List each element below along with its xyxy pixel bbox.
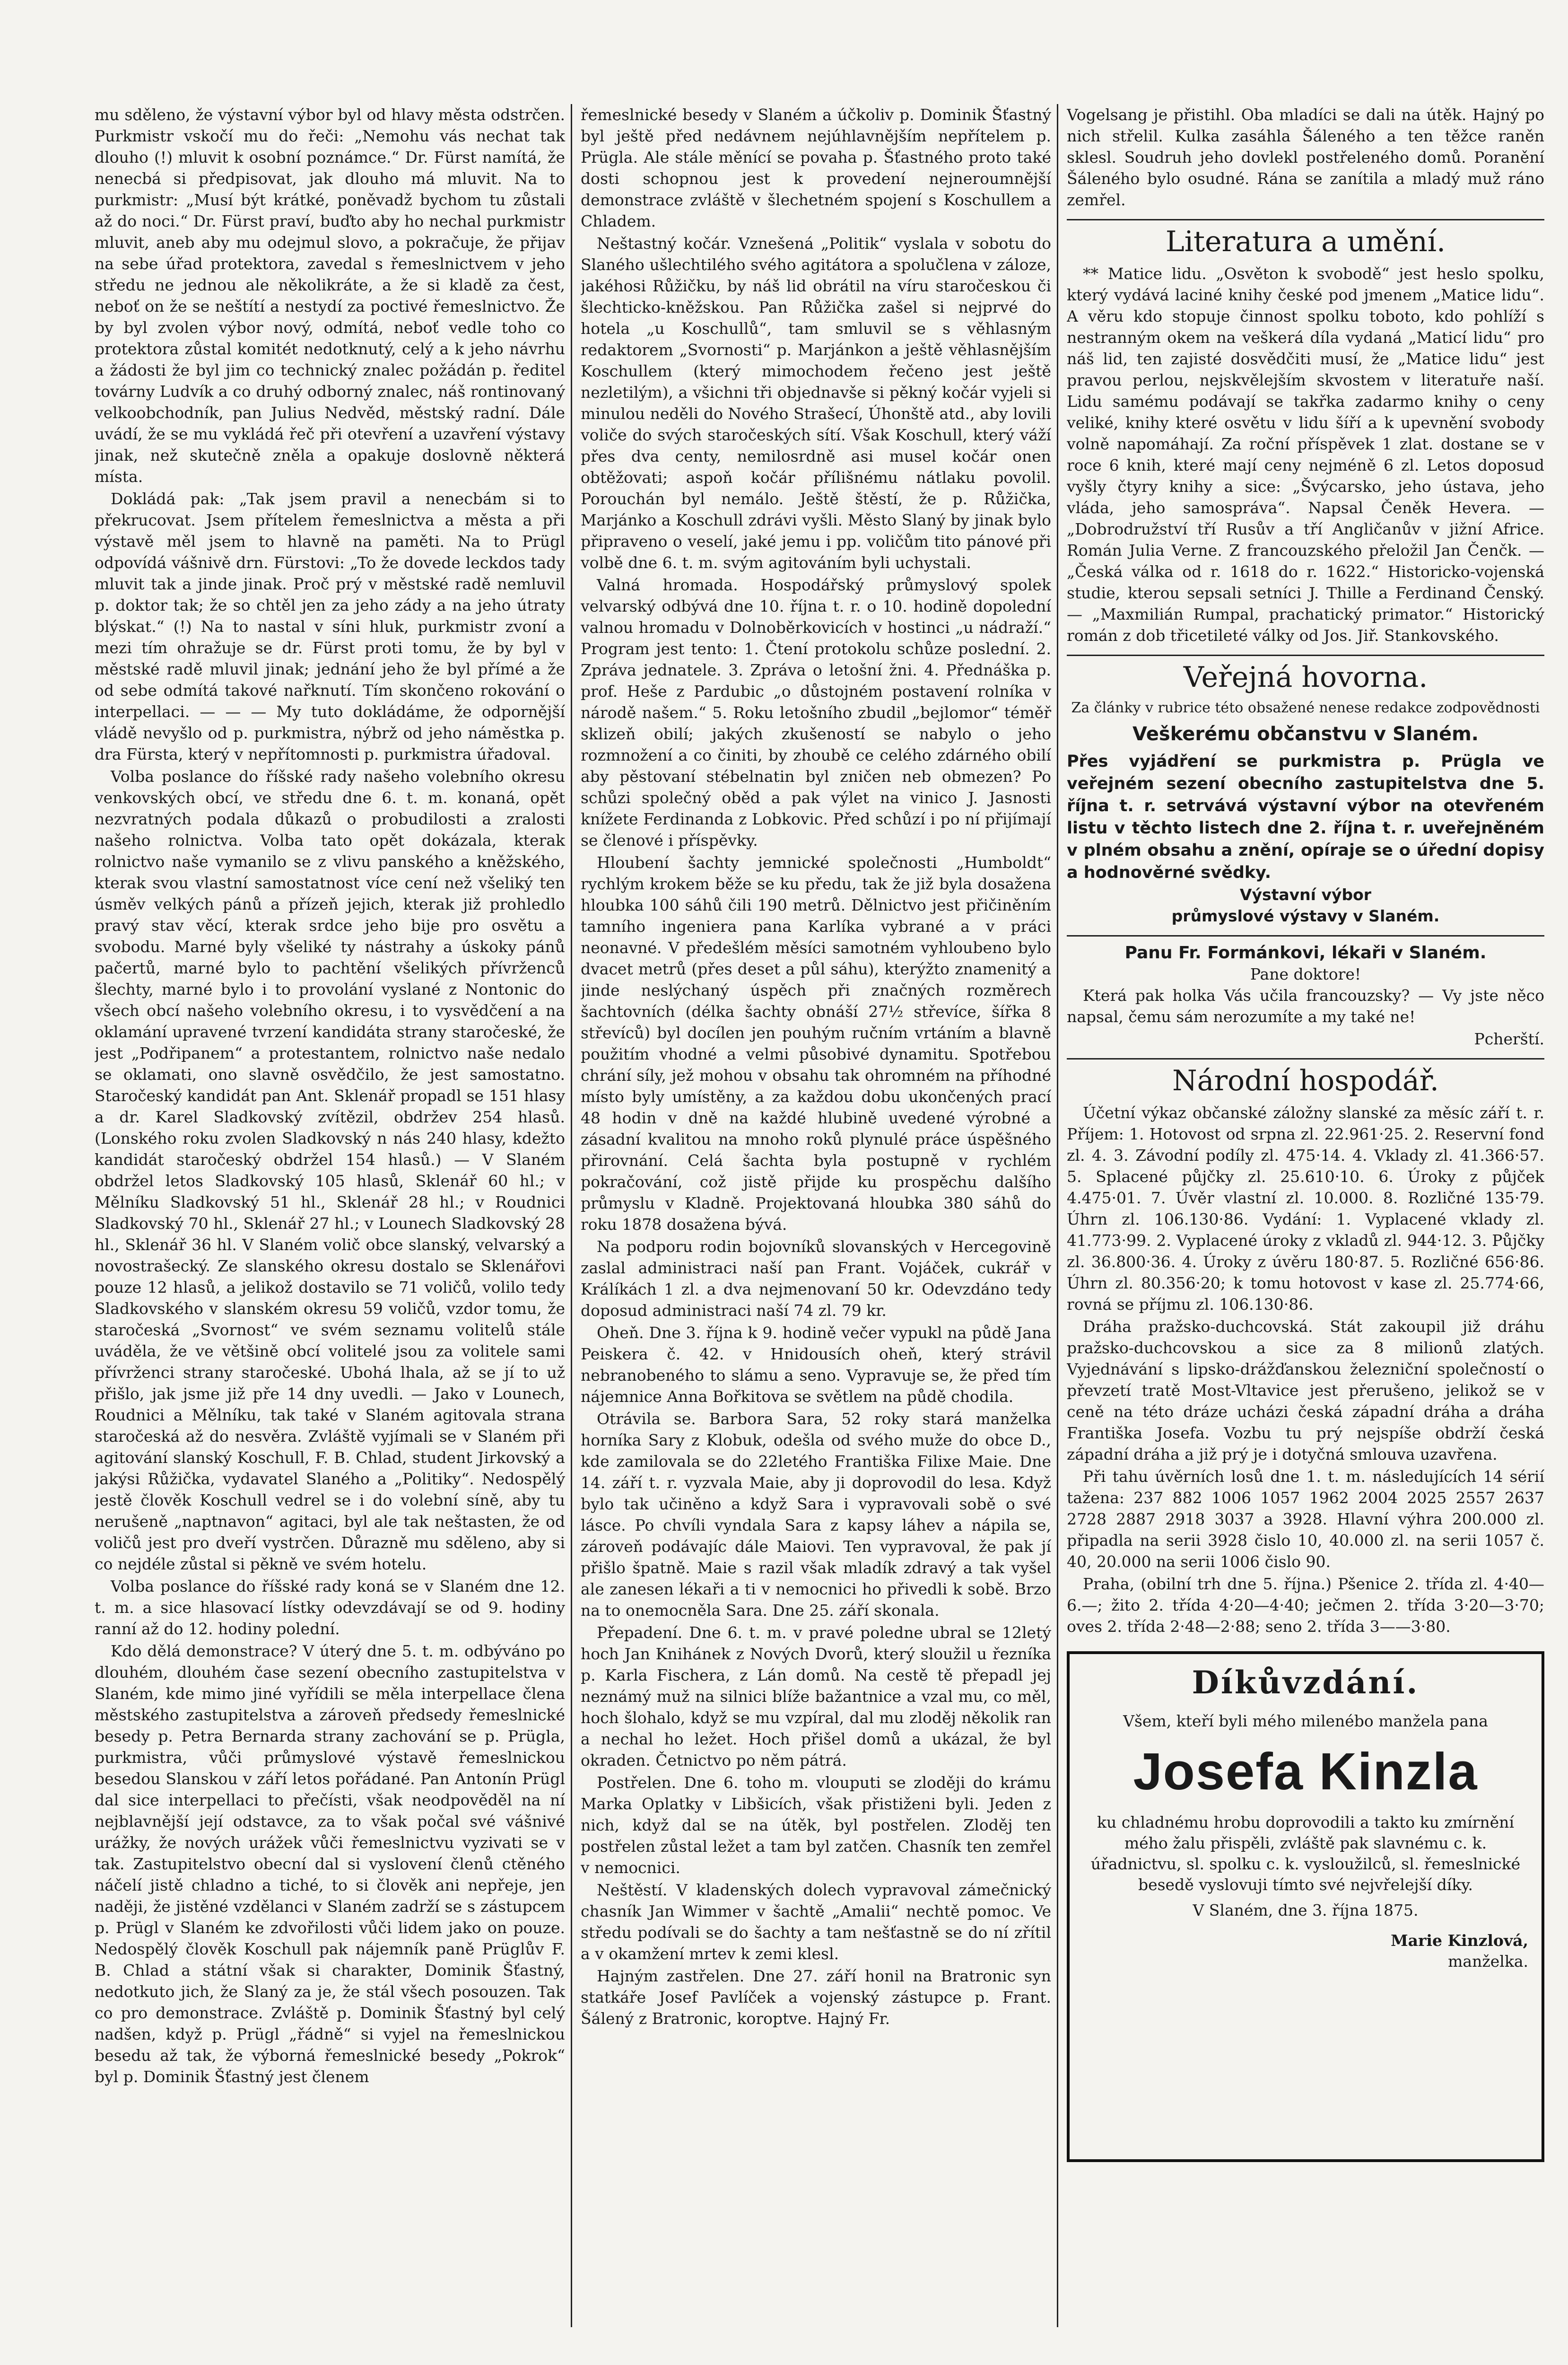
thanks-notice (1067, 1651, 1544, 2162)
article-carriage: Neštastný kočár. Vznešená „Politik“ vyslala v sobotu do Slaného ušlechtilého svého agitátora a spolučlena v záloze, jakéhosi Růžičku, by náš lid obrátil na víru staročeskou či šlechticko-kněžskou. Pan Růžička zašel si nejprvé do hotela „u Koschullů“, tam smluvil se s věhlasným redaktorem „Svornosti“ p. Marjánkon a ještě věhlasnějším Koschullem (který mimochodem řečeno jest ještě nezletilým), a všichni tři objednavše si pěkný kočár vyjeli si minulou neděli do Nového Strašecí, Úhonště atd., aby lovili voliče do svých staročeských sítí. Však Koschull, který váží přes dva centy, nemilosrdně asi musel kočár onen obtěžovati; aspoň kočár přílišnému nátlaku povolil. Porouchán byl nemálo. Ještě štěstí, že p. Růžička, Marjánko a Koschull zdrávi vyšli. Město Slaný by jinak bylo připraveno o veselí, jaké jemu i pp. voličům tito pánové při volbě dne 6. t. m. svým agitováním byli uchystali. (581, 234, 1051, 572)
letter-title: Panu Fr. Formánkovi, lékaři v Slaném. (1067, 935, 1544, 964)
notice-signature: Výstavní výbor (1239, 885, 1372, 904)
economy-railway: Dráha pražsko-duchcovská. Stát zakoupil již dráhu pražsko-duchcovskou a sice za 8 milionů zlatých. Vyjednávání s lipsko-drážďanskou železniční společností o převzetí tratě Most-Vltavice jest přerušeno, jelikož se v ceně na této dráze ucházi česká západní dráha a dráha Františka Josefa. Vozbu tu prý nejspíše obdrží česká západní dráha a již prý je i dotyčná smlouva uzavřena. (1067, 1317, 1544, 1463)
article-support: Na podporu rodin bojovníků slovanských v Hercegovině zaslal administraci naší pan Frant. Vojáček, cukrář v Králíkách 1 zl. a dva nejmenovaní 50 kr. Odevzdáno tedy doposud administraci naší 74 zl. 79 kr. (581, 1237, 1051, 1320)
article-continuation: řemeslnické besedy v Slaném a účkoliv p. Dominik Šťastný byl ještě před nedávnem nejúhlavnějším nepřítelem p. Prügla. Ale stále měnící se povaha p. Šťastného proto také dosti schopnou jest k provedení nejneroumnější demonstrace zvláště v šlechetném spojení s Koschullem a Chladem. (581, 105, 1051, 230)
article-assembly: Valná hromada. Hospodářský průmyslový spolek velvarský odbývá dne 10. října t. r. o 10. hodině dopolední valnou hromadu v Dolnoběrkovicích v hostinci „u nádraží.“ Program jest tento: 1. Čtení protokolu schůze poslední. 2. Zpráva jednatele. 3. Zpráva o letošní žni. 4. Přednáška p. prof. Heše z Pardubic „o důstojném postavení rolníka v národě našem.“ 5. Roku letošního zbudil „bejlomor“ téměř sklizeň obilí; jakých zkušeností se nabylo o jeho rozmnožení a co činiti, by zhoubě ce celého zdárného obilí aby pěstovaní stébelnatin byl zničen neb obmezen? Po schůzi společný oběd a pak výlet na vinico J. Jasnosti knížete Ferdinanda z Lobkovic. Před schůzí i po ní přijímají se členové i příspěvky. (581, 576, 1051, 850)
thanks-place-date: V Slaném, dne 3. října 1875. (1193, 1901, 1419, 1919)
economy-lottery: Při tahu úvěrních losů dne 1. t. m. následujících 14 sérií tažena: 237 882 1006 1057 1962 2004 2025 2557 2637 2728 2887 2918 3037 a 3928. Hlavní výhra 200.000 zl. připadla na serii 3928 čislo 10, 40.000 zl. na serii 1057 č. 40, 20.000 na serii 1006 čislo 90. (1067, 1467, 1544, 1571)
thanks-body: ku chladnému hrobu doprovodili a takto ku zmírnění mého žalu přispěli, zvláště pak slavnému c. k. úřadnictvu, sl. spolku c. k. vysloužilců, sl. řemeslnické besedě vyslovuji tímto své nejvřelejší díky. (1090, 1813, 1521, 1894)
article-mine-shaft: Hloubení šachty jemnické společnosti „Humboldt“ rychlým krokem běže se ku předu, tak že již byla dosažena hloubka 100 sáhů čili 190 metrů. Dělnictvo jest přičiněním tamního ingeniera pana Karlíka vybrané a v práci neonavné. V předešlém měsíci samotném vyhloubeno bylo dvacet metrů (přes deset a půl sáhu), kterýžto znamenitý a jinde neslýchaný úspěch při značných rozměrech šachtovních (délka šachty obnáší 27½ střevíce, šířka 8 střevíců) byl docílen jen pouhým ručním vrtáním a blavně použitím vhodné a velmi působivé dynamitu. Spotřebou chrání síly, jež mohou v obsahu tak ohromném na příhodné místo byly umístěny, a za každou dobu ukončených prací 48 hodin v dně na každé hlubině uvedené výrobné a zásadní kvalitou na mnoho roků plynulé práce úspěšného přirovnání. Celá šachta byla postupně v rychlém pokračování, což jistě přijde ku prospěchu dalšího průmyslu v Kladně. Projektovaná hloubka 380 sáhů do roku 1878 dosažena bývá. (581, 853, 1051, 1234)
columns (95, 104, 1544, 2327)
column-2 (581, 104, 1058, 2327)
thanks-title: Díkůvzdání. (1192, 1664, 1420, 1701)
letter-signature: Pcherští. (1474, 1030, 1544, 1048)
notice-body: Přes vyjádření se purkmistra p. Prügla ve veřejném sezení obecního zastupitelstva dne 5. října t. r. setrvává výstavní výbor na otevřeném listu v těchto listech dne 2. října t. r. uveřejněném v plném obsahu a znění, opíraje se o úřední dopisy a hodnověrné svědky. (1067, 752, 1544, 882)
article-shot: Postřelen. Dne 6. toho m. vlouputi se zloději do krámu Marka Oplatky v Libšicích, však přistiženi byli. Jeden z nich, když dal se na útěk, byl postřelen. Zloděj ten postřelen zůstal ležet a tam byl zatčen. Chasník ten zemřel v nemocnici. (581, 1773, 1051, 1877)
thanks-signature: Marie Kinzlová, (1391, 1931, 1528, 1950)
article-gamekeeper: Hajným zastřelen. Dne 27. září honil na Bratronic syn statkáře Josef Pavlíček a vojenský zástupce p. Frant. Šálený z Bratronic, koroptve. Hajný Fr. (581, 1967, 1051, 2028)
notice-title: Veškerému občanstvu v Slaném. (1132, 723, 1479, 745)
article-demonstrations: Kdo dělá demonstrace? V úterý dne 5. t. m. odbýváno po dlouhém, dlouhém čase sezení obecního zastupitelstva v Slaném, kde mimo jiné vyřídili se měla interpellace člena městského zastupitelstva a zároveň předsedy řemeslnické besedy p. Petra Bernarda strany zachování se p. Prügla, purkmistra, vůči průmyslové výstavě řemeslnickou besedou Slanskou v září letos pořádané. Pan Antonín Prügl dal sice interpellaci to přečísti, však neodpověděl na ní nejblavnější její odstavce, za to však počal své vášnivé urážky, že nových urážek vůči řemeslnictvu vyzivati se v tak. Zastupitelstvo obecní dal si vyslovení členů ctěného náčelí jistě chladno a tiché, to si člověk ani nepřeje, jen naději, že jistěné vzdělanci v Slaném zadrží se s zástupcem p. Prügl v Slaném ke zdvořilosti vůči lidem jako on pouze. Nedospělý člověk Koschull pak nájemník paně Prüglův F. B. Chlad a státní však si charakter, Dominik Šťastný, nedotkuto jich, že Slaný za je, že stál všech posouzen. Tak co pro demonstrace. Zvláště p. Dominik Šťastný byl celý nadšen, když p. Prügl „řádně“ si vyjel na řemeslnickou besedu až tak, že výborná řemeslnické besedy „Pokrok“ byl p. Dominik Šťastný jest členem (95, 1642, 565, 2086)
economy-heading: Národní hospodář. (1067, 1058, 1544, 1098)
article-continuation: Vogelsang je přistihl. Oba mladíci se dali na útěk. Hajný po nich střelil. Kulka zasáhla Šáleného a ten těžce raněn sklesl. Soudruh jeho dovlekl postřeleného domů. Poranění Šáleného bylo osudné. Rána se zanítila a mladý muž ráno zemřel. (1067, 105, 1544, 209)
thanks-intro: Všem, kteří byli mého milenébo manžela pana (1123, 1712, 1488, 1730)
letter-body: Která pak holka Vás učila francouzsky? — Vy jste něco napsal, čemu sám nerozumíte a my také ne! (1067, 986, 1544, 1026)
letter-salutation: Pane doktore! (1250, 965, 1361, 983)
article-accident: Neštěstí. V kladenských dolech vypravoval zámečnický chasník Jan Wimmer v šachtě „Amalii“ nechtě pomoc. Ve středu podívali se do šachty a tam nešťastně se do ní zřítil a v okamžení mrtev k zemi klesl. (581, 1881, 1051, 1963)
public-forum-heading: Veřejná hovorna. (1067, 655, 1544, 695)
thanks-signature-role: manželka. (1448, 1952, 1528, 1971)
literature-paragraph: ** Matice lidu. „Osvěton k svobodě“ jest heslo spolku, který vydává laciné knihy české pod jmenem „Matice lidu“. A věru kdo stopuje činnost spolku toboto, kdo pohlíží s nestranným okem na veškerá díla vydaná „Maticí lidu“ pro náš lid, ten zajisté dosvědčiti musí, že „Matice lidu“ jest pravou perlou, nejskvělejším skvostem v literatuře naší. Lidu samému podávají se takřka zadarmo knihy o ceny veliké, knihy které osvětu v lidu šíří a k upevnění svobody volně napomáhají. Za roční příspěvek 1 zlat. dostane se v roce 6 knih, které mají ceny nejméně 6 zl. Letos doposud vyšly čtyry knihy a sice: „Švýcarsko, jeho ústava, jeho vláda, jeho samospráva“. Napsal Čeněk Hevera. — „Dobrodružství tří Rusův a tří Angličanův v jižní Africe. Román Julia Verne. Z francouzského přeložil Jan Čenčk. — „Česká válka od r. 1618 do r. 1622.“ Historicko-vojenská studie, kterou sepsali setníci J. Thille a Ferdinand Čenský. — „Maxmilián Rumpal, prachatický primator.“ Historický román z dob třicetileté války od Jos. Jiř. Stankovského. (1067, 264, 1544, 645)
economy-savings-report: Účetní výkaz občanské záložny slanské za měsíc září t. r. Příjem: 1. Hotovost od srpna zl. 22.961·25. 2. Reservní fond zl. 4. 3. Závodní podíly zl. 475·14. 4. Vklady zl. 41.366·57. 5. Splacené půjčky zl. 25.610·10. 6. Úroky z půjček 4.475·01. 7. Úvěr vlastní zl. 10.000. 8. Rozličné 135·79. Úhrn zl. 106.130·86. Vydání: 1. Vyplacené vklady zl. 41.773·99. 2. Vyplacené úroky z vkladů zl. 944·12. 3. Půjčky zl. 36.800·36. 4. Úroky z úvěru 180·87. 5. Rozličné 656·86. Úhrn zl. 80.356·20; k tomu hotovost v kase zl. 25.774·66, rovná se příjmu zl. 106.130·86. (1067, 1104, 1544, 1314)
article-continuation: mu sděleno, že výstavní výbor byl od hlavy města odstrčen. Purkmistr vskočí mu do řeči: „Nemohu vás nechat tak dlouho (!) mluvit k osobní poznámce.“ Dr. Fürst namítá, že nenecbá si předpisovat, jak dlouho má mluvit. Na to purkmistr: „Musí být krátké, poněvadž bychom tu zůstali až do noci.“ Dr. Fürst praví, buďto aby ho nechal purkmistr mluvit, aneb aby mu odejmul slovo, a pokračuje, že přijav na sebe úřad protektora, zavedal s řemeslnictvem v jeho středu ne jednou ale několikráte, a že si kladě za čest, neboť on že se neštítí a nestydí za poctivé řemeslnictvo. Že by byl zvolen výbor nový, odmítá, neboť vedle toho co protektora zůstal komitét nedotknutý, celý a k jeho návrhu a žádosti že byl jim co technický znalec požádán p. ředitel továrny Ludvík a co druhý odborný znalec, náš rontinovaný velkoobchodník, pan Julius Nedvěd, městský radní. Dále uvádí, že se mu vykládá řeč při otevření a uzavření výstavy jinak, než skutečně zněla a opakuje doslovně některá místa. (95, 105, 565, 486)
column-1 (95, 104, 572, 2327)
thanks-deceased-name: Josefa Kinzla (1133, 1743, 1478, 1801)
article-paragraph: Dokládá pak: „Tak jsem pravil a nenecbám si to překrucovat. Jsem přítelem řemeslnictva a města a při výstavě měl jsem to hlavně na paměti. Na to Prügl odpovídá vášnivě drn. Fürstovi: „To že dovede leckdos tady mluvit tak a jinde jinak. Proč prý v městské radě nemluvil p. doktor tak; že so chtěl jen za jeho zády a na jeho útraty blýskat.“ (!) Na to nastal v síni hluk, purkmistr zvoní a mezi tím ohražuje se dr. Fürst proti tomu, že by byl v městské radě mluvil jinak; jednání jeho že byl přímé a že od sebe odmítá takové nařknutí. Tím skončeno rokování o interpellaci. — — — My tuto dokládáme, že odpornější vládě nevyšlo od p. purkmistra, nýbrž od jeho náměstka p. dra Fürsta, který v nepřítomnosti p. purkmistra úřadoval. (95, 490, 565, 763)
article-assault: Přepadení. Dne 6. t. m. v pravé poledne ubral se 12letý hoch Jan Knihánek z Nových Dvorů, který sloužil u řezníka p. Karla Fischera, z Lán domů. Na cestě tě přepadl jej neznámý muž na silnici blíže bažantnice a vzal mu, co měl, hoch šlohalo, když se mu vzpíral, dal mu zloděj několik ran a nechal ho ležet. Hoch přišel domů a ukázal, že byl okraden. Četnictvo po něm pátrá. (581, 1623, 1051, 1769)
literature-heading: Literatura a umění. (1067, 219, 1544, 259)
article-election-date: Volba poslance do říšské rady koná se v Slaném dne 12. t. m. a sice hlasovací lístky odevzdávají se od 9. hodiny ranní až do 12. hodiny polední. (95, 1577, 565, 1638)
economy-grain-market: Praha, (obilní trh dne 5. října.) Pšenice 2. třída zl. 4·40—6.—; žito 2. třída 4·20—4·40; ječmen 2. třída 3·20—3·70; oves 2. třída 2·48—2·88; seno 2. třída 3——3·80. (1067, 1575, 1544, 1636)
column-3 (1067, 104, 1544, 2327)
editorial-note: Za články v rubrice této obsažené nenese redakce zodpovědnosti (1071, 700, 1540, 716)
article-fire: Oheň. Dne 3. října k 9. hodině večer vypukl na půdě Jana Peiskera č. 42. v Hnidousích oheň, který strávil nebranobeného to slámu a seno. Vypravuje se, že před tím nájemnice Anna Bořkitova se světlem na půdě chodila. (581, 1323, 1051, 1406)
notice-signature-org: průmyslové výstavy v Slaném. (1171, 907, 1440, 925)
article-election: Volba poslance do říšské rady našeho volebního okresu venkovských obcí, ve středu dne 6. t. m. konaná, opět nezvratných podala důkazů o probudilosti a zralosti našeho rolnictva. Volba tato opět dokázala, kterak rolnictvo naše vymanilo se z vlivu panského a kněžského, kterak svou vlastní samostatnost více cení než všeliký ten úsměv velkých pánů a přízeň jejich, kterak již prohledlo pravý stav věcí, kterak srdce jeho bije pro osvětu a svobodu. Marné byly všeliké ty nástrahy a úskoky pánů pačertů, marné bylo to pachtění všelikých přívrženců šlechty, marné bylo i to provolání vyslané z Nontonic do všech obcí našeho volebního okresu, i to vysvědčení a na oklamání upravené tvrzení kandidáta strany staročeské, že jest „Podřipanem“ a protestantem, rolnictvo naše nedalo se oklamati, ono slavně osvědčilo, že jest samostatno. Staročeský kandidát pan Ant. Sklenář propadl se 151 hlasy a dr. Karel Sladkovský zvítězil, obdržev 254 hlasů. (Lonského roku zvolen Sladkovský n nás 240 hlasy, kdežto kandidát staročeský obdržel 154 hlasů.) — V Slaném obdržel letos Sladkovský 105 hlasů, Sklenář 60 hl.; v Mělníku Sladkovský 51 hl., Sklenář 28 hl.; v Roudnici Sladkovský 70 hl., Sklenář 27 hl.; v Lounech Sladkovský 28 hl., Sklenář 36 hl. V Slaném volič obce slanský, velvarský a novostrašecký. Ze slanského okresu dostalo se Sklenářovi pouze 12 hlasů, a jelikož dostavilo se 71 voličů, volilo tedy Sladkovského v slanském okresu 59 voličů, vzdor tomu, že staročeská „Svornost“ ve svém seznamu volitelů stále uváděla, že ve většině obcí volitelé jsou za volitele sami přívrženci strany staročeské. Ubohá lhala, až se jí to už přišlo, jak jsme již pře 14 dny uvedli. — Jako v Lounech, Roudnici a Mělníku, tak také v Slaném agitovala strana staročeská až do nesvěra. Zvláště vyjímali se v Slaném při agitování slanský Koschull, F. B. Chlad, student Jirkovský a jakýsi Růžička, vydavatel Slaného a „Politiky“. Nedospělý jestě člověk Koschull vedrel se i do volební síně, aby tu nerušeně „naptnavon“ agitaci, byl ale tak neštasten, že od voličů jest pro dveří vystrčen. Důrazně mu sděleno, aby si co nejdéle zůstal si pěkně ve svém hotelu. (95, 767, 565, 1573)
article-poisoning: Otrávila se. Barbora Sara, 52 roky stará manželka horníka Sary z Klobuk, odešla od svého muže do obce D., kde zamilovala se do 22letého Františka Filixe Maie. Dne 14. září t. r. vyzvala Maie, aby ji doprovodil do lesa. Když bylo tak učiněno a když Sara i vypravovali sobě o své lásce. Po chvíli vyndala Sara z kapsy láhev a nápila se, zároveň podávajíc dále Maiovi. Ten vypravoval, že pak jí přišlo špatně. Maie s razil však mladík zdravý a tak vyšel ale zanesen lékaři a ti v nemocnici ho přivedli k sobě. Brzo na to onemocněla Sara. Dne 25. září skonala. (581, 1410, 1051, 1620)
